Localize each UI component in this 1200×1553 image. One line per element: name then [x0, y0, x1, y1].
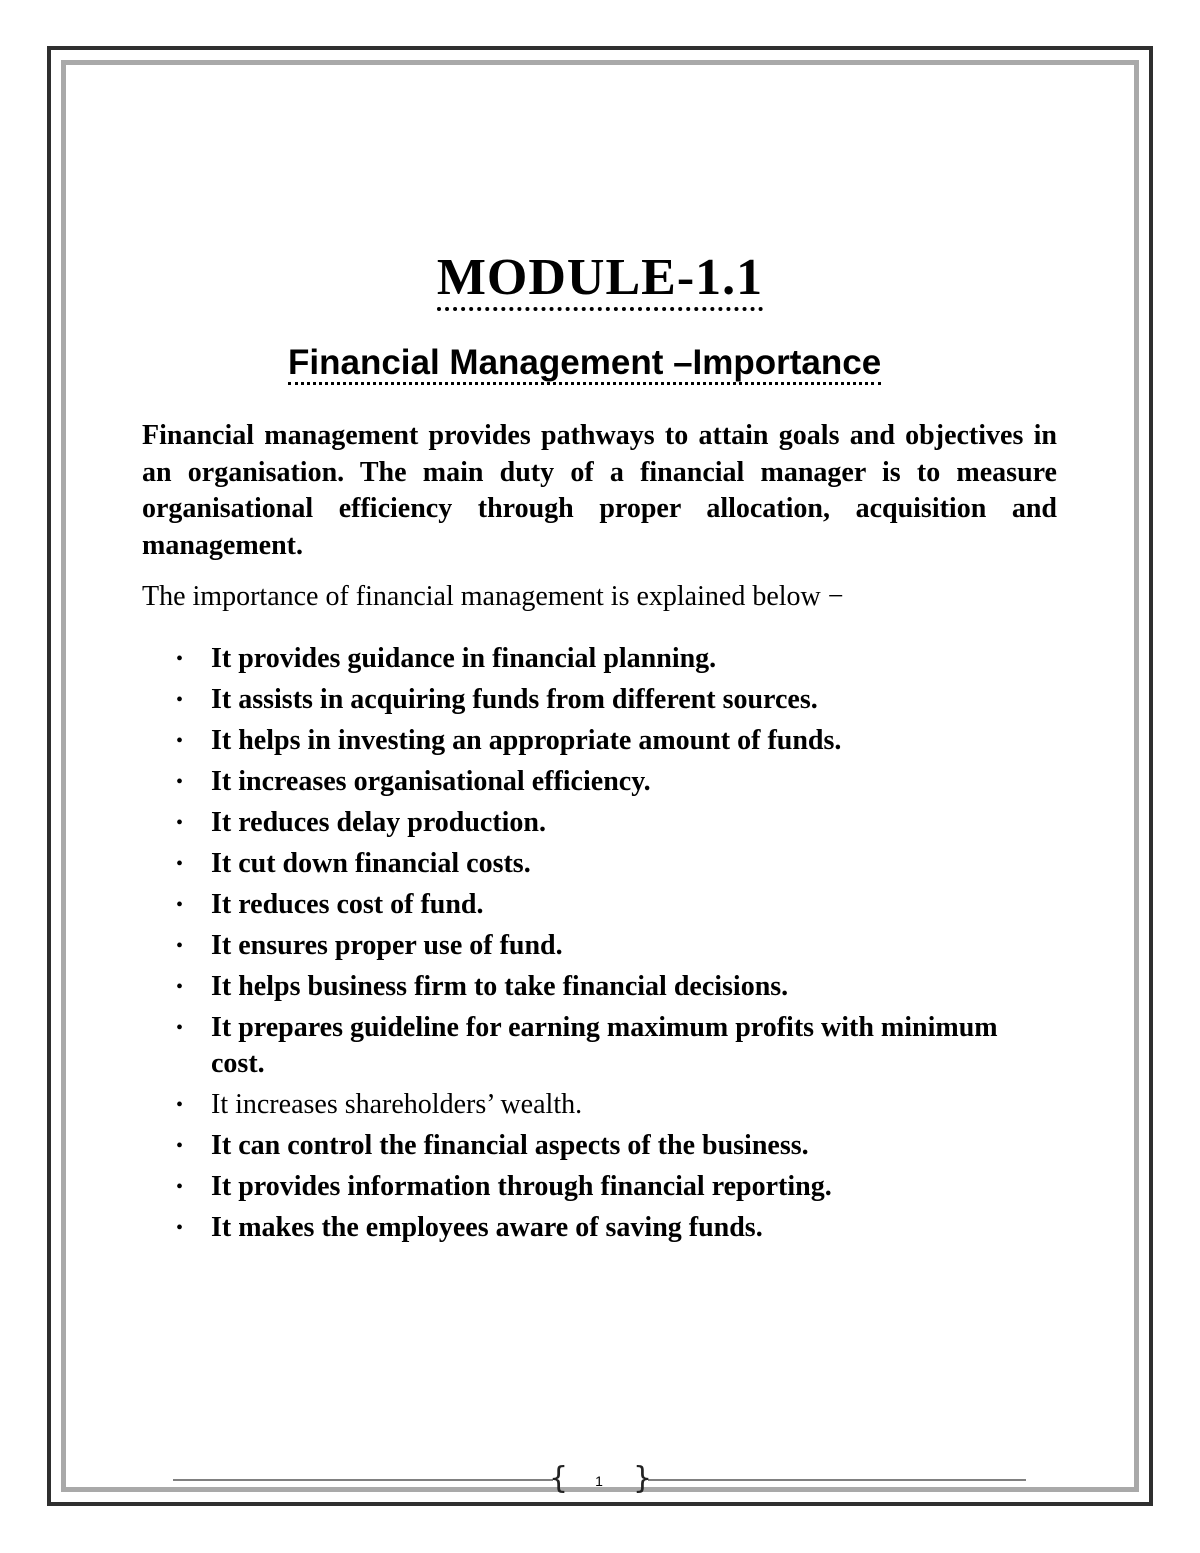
list-item: • It helps in investing an appropriate amount of funds. — [211, 723, 1011, 759]
lead-sentence: The importance of financial management is explained below − — [142, 581, 844, 612]
importance-list — [211, 641, 1011, 1251]
intro-paragraph: Financial management provides pathways to attain goals and objectives in an organisation. The main duty of a financial manager is to measure organisational efficiency through proper allocation, acquisition and management. — [142, 420, 1057, 561]
page-number: 1 — [595, 1473, 603, 1489]
module-title — [0, 246, 1200, 310]
list-item: • It reduces delay production. — [211, 805, 1011, 841]
list-item: • It cut down financial costs. — [211, 846, 1011, 882]
list-item: • It increases shareholders’ wealth. — [211, 1087, 1011, 1123]
footer-rule-right — [648, 1479, 1026, 1481]
section-subtitle-text: Financial Management –Importance — [288, 343, 881, 385]
footer-rule-left — [173, 1479, 553, 1481]
list-item: • It reduces cost of fund. — [211, 887, 1011, 923]
list-item: • It prepares guideline for earning maximum profits with minimum cost. — [211, 1010, 1011, 1082]
list-item: • It provides information through financial reporting. — [211, 1169, 1011, 1205]
list-item: • It increases organisational efficiency. — [211, 764, 1011, 800]
list-item: • It helps business firm to take financial decisions. — [211, 969, 1011, 1005]
footer-bracket-close: } — [633, 1461, 653, 1496]
list-item: • It assists in acquiring funds from different sources. — [211, 682, 1011, 718]
list-item: • It can control the financial aspects of the business. — [211, 1128, 1011, 1164]
footer-bracket-open: { — [549, 1461, 569, 1496]
module-title-text: MODULE-1.1 — [437, 249, 763, 311]
list-item: • It makes the employees aware of saving funds. — [211, 1210, 1011, 1246]
list-item: • It provides guidance in financial planning. — [211, 641, 1011, 677]
section-subtitle — [288, 340, 881, 386]
list-item: • It ensures proper use of fund. — [211, 928, 1011, 964]
